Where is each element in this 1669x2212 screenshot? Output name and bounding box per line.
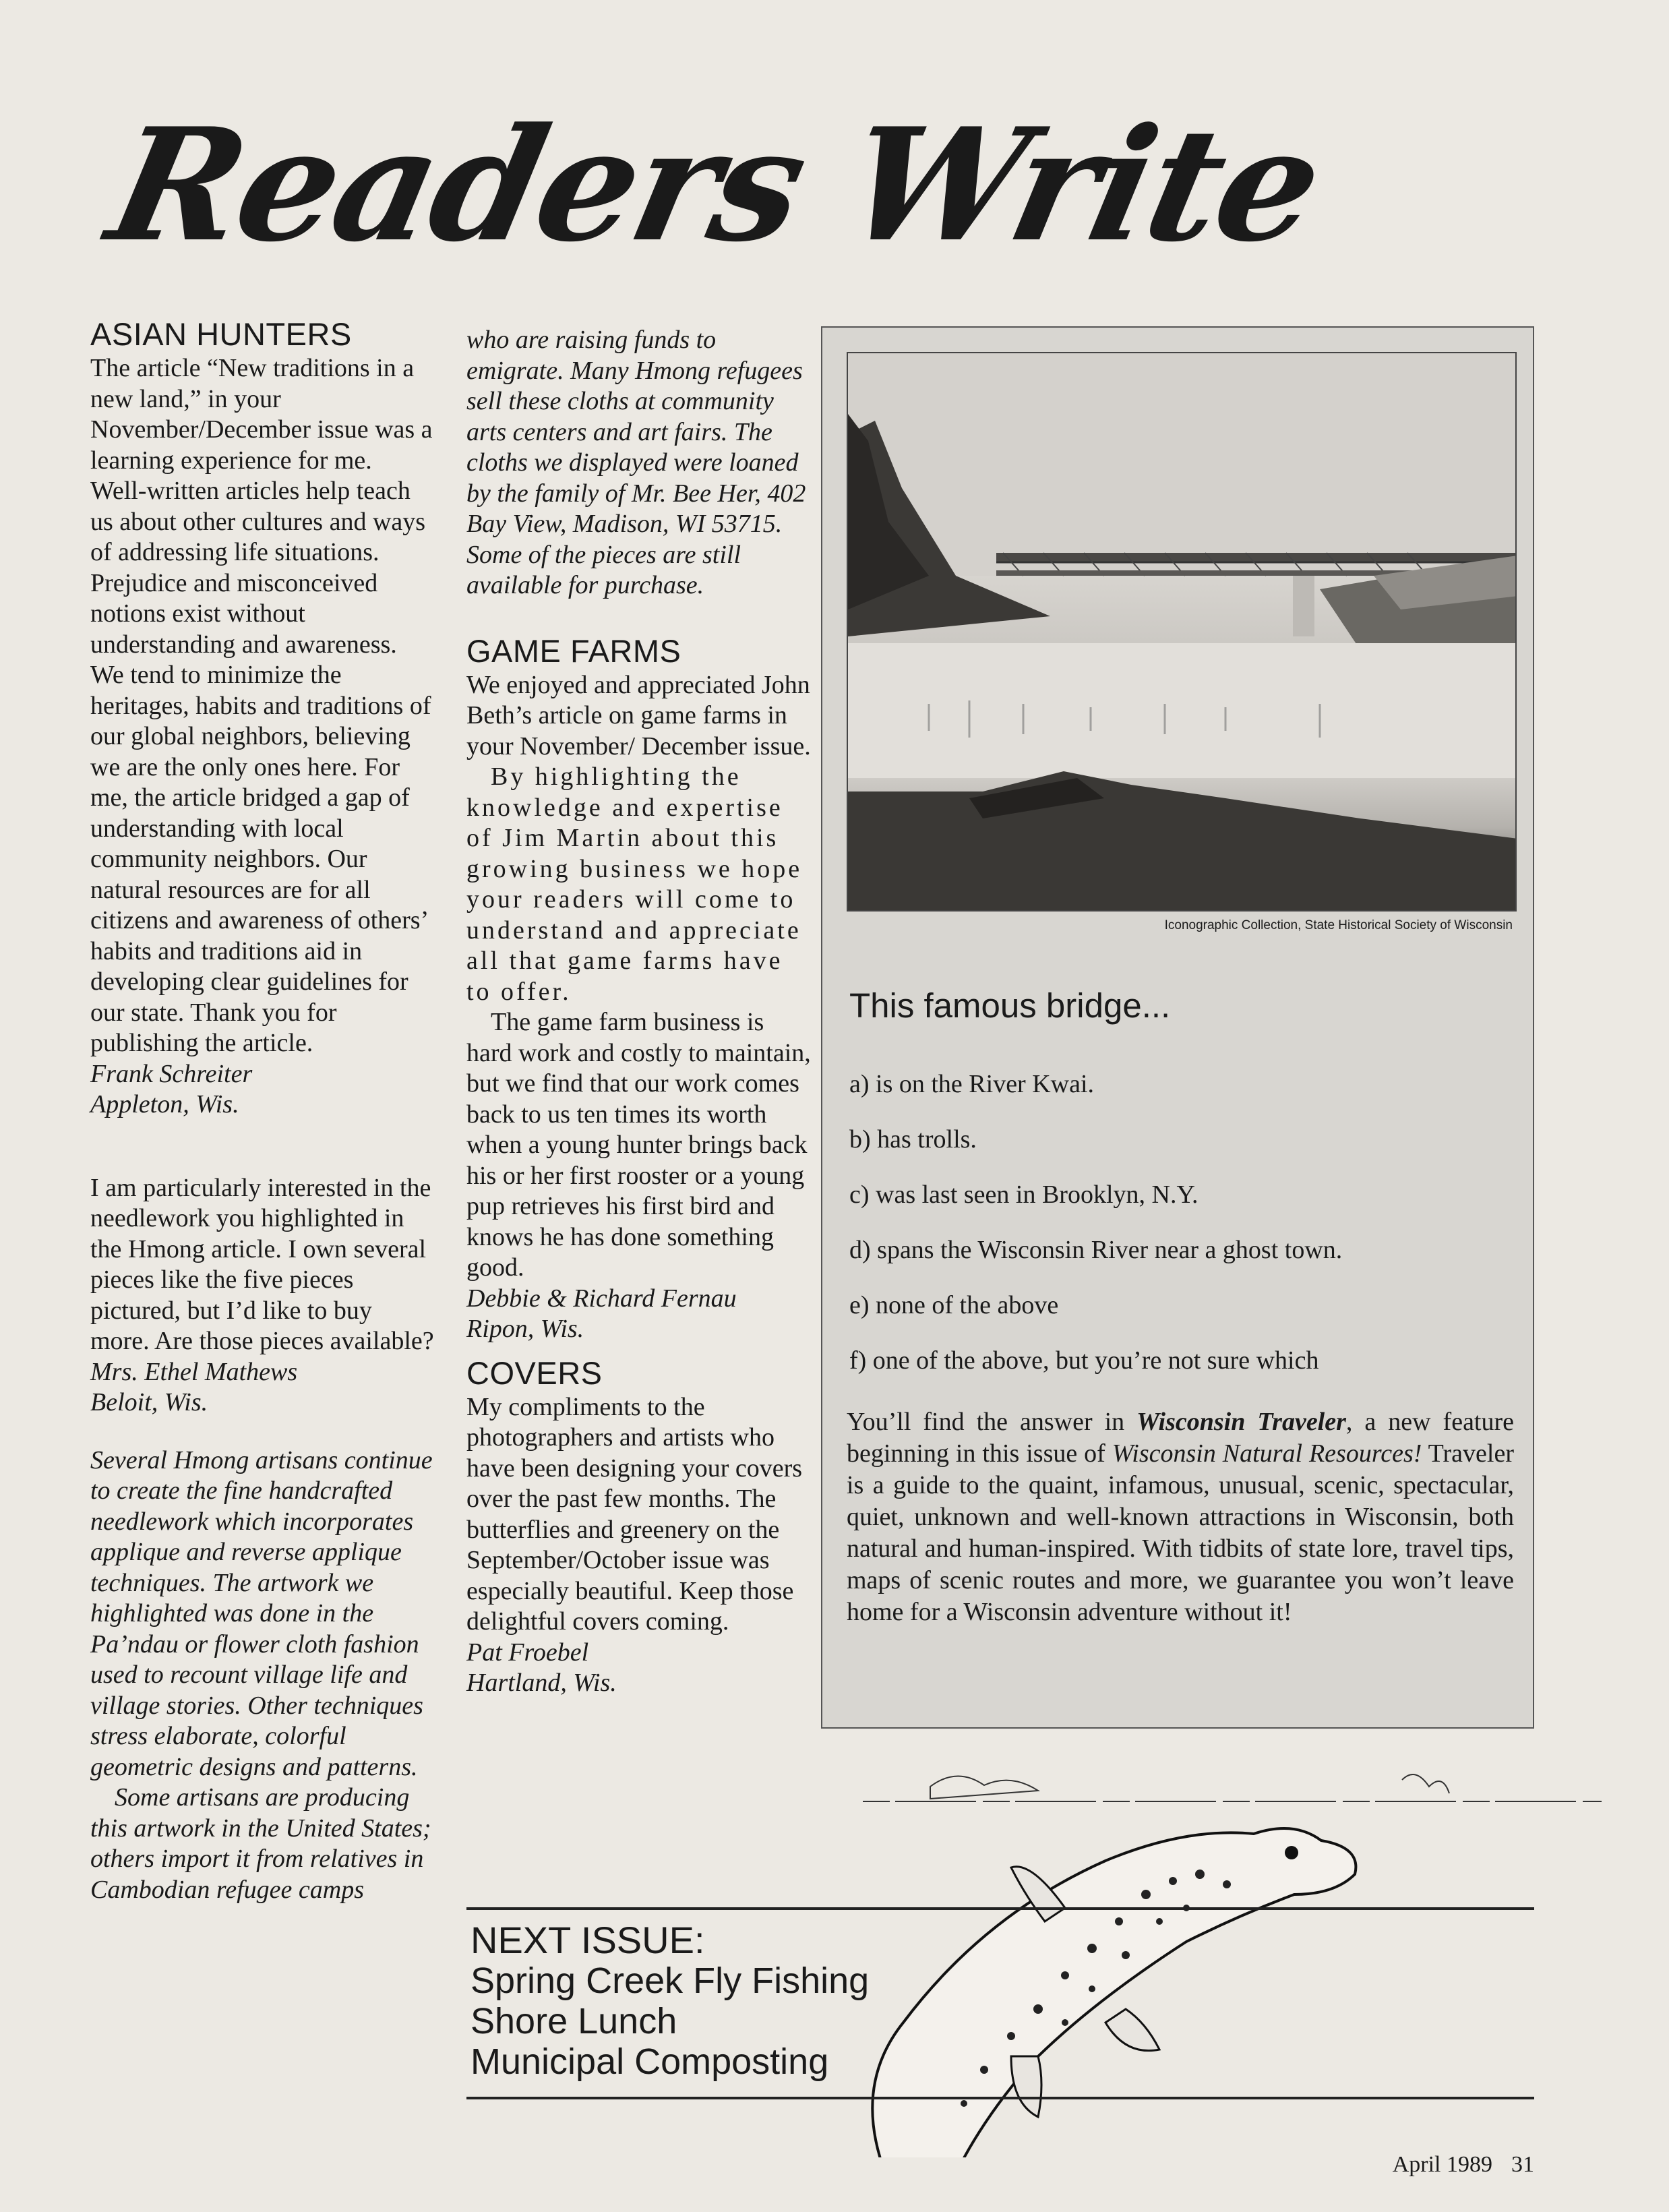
next-issue-item: Municipal Composting <box>471 2041 829 2082</box>
letter-signature: Frank Schreiter <box>90 1059 253 1088</box>
bridge-photo <box>847 352 1517 911</box>
quiz-option: d) spans the Wisconsin River near a ghost town. <box>849 1236 1343 1264</box>
next-issue-heading: NEXT ISSUE: <box>471 1919 705 1961</box>
photo-credit: Iconographic Collection, State Historical Society of Wisconsin <box>1164 918 1513 932</box>
next-issue-item: Spring Creek Fly Fishing <box>471 1961 870 2001</box>
letter-signature: Debbie & Richard Fernau <box>466 1284 737 1313</box>
next-issue-item: Shore Lunch <box>471 2001 677 2041</box>
letter-place: Hartland, Wis. <box>466 1669 617 1697</box>
next-issue-top-rule <box>466 1907 1534 1910</box>
next-issue <box>471 1920 869 2082</box>
editor-reply-p2: Some artisans are producing this artwork in the United States; others import it from relatives in Cambodian refugee camps <box>90 1783 431 1904</box>
masthead <box>95 94 1503 276</box>
quiz-title: This famous bridge... <box>849 986 1171 1025</box>
letter-place: Appleton, Wis. <box>90 1090 239 1118</box>
trout-illustration <box>809 1739 1602 2157</box>
blurb-text: You’ll find the answer in <box>847 1408 1137 1436</box>
letter-covers-body: My compliments to the photographers and artists who have been designing your covers over the past few months. The butterflies and greenery on the September/October issue was especially beautiful. Keep those delightful covers coming. <box>466 1392 803 1636</box>
letter-game-farms-p3: The game farm business is hard work and costly to maintain, but we find that our work comes back to us ten times its worth when a young hunter brings back his or her first rooster or a young pup retrieves his first bird and knows he has done something good. <box>466 1008 811 1282</box>
quiz-options <box>849 1069 1517 1401</box>
quiz-option: b) has trolls. <box>849 1125 977 1154</box>
quiz-option: a) is on the River Kwai. <box>849 1070 1095 1098</box>
quiz-option: c) was last seen in Brooklyn, N.Y. <box>849 1180 1198 1209</box>
letter-asian-hunters-body: The article “New traditions in a new land,” in your November/December issue was a learning experience for me. Well-written articles help teach us about other cultures and ways of addressing life situations. Prejudice and misconceived notions exist without understanding and awareness. We tend to minimize the heritages, habits and traditions of our global neighbors, believing we are the only ones here. For me, the article bridged a gap of understanding with local community neighbors. Our natural resources are for all citizens and awareness of others’ habits and traditions aid in developing clear guidelines for our state. Thank you for publishing the article. <box>90 354 433 1057</box>
letter-place: Beloit, Wis. <box>90 1388 208 1416</box>
issue-date: April 1989 <box>1392 2152 1492 2177</box>
letter-place: Ripon, Wis. <box>466 1315 584 1343</box>
quiz-option: f) one of the above, but you’re not sure which <box>849 1346 1319 1375</box>
column-1 <box>90 316 434 1905</box>
letter-game-farms-p1: We enjoyed and appreciated John Beth’s article on game farms in your November/ December issue. <box>466 670 811 760</box>
letter-game-farms-p2: By highlighting the knowledge and expertise of Jim Martin about this growing business we hope your readers will come to understand and appreciate all that game farms have to offer. <box>466 763 803 1006</box>
masthead-title: Readers Write <box>95 94 1335 276</box>
letter-needlework-body: I am particularly interested in the needlework you highlighted in the Hmong article. I own several pieces like the five pieces pictured, but I’d like to buy more. Are those pieces available? <box>90 1173 434 1355</box>
letter-signature: Mrs. Ethel Mathews <box>90 1357 298 1386</box>
page-folio <box>1393 2152 1534 2178</box>
bridge-illustration <box>848 353 1517 911</box>
heading-asian-hunters: ASIAN HUNTERS <box>90 316 352 352</box>
letter-signature: Pat Froebel <box>466 1638 589 1667</box>
editor-reply-p1: Several Hmong artisans continue to create the fine handcrafted needlework which incorporates applique and reverse applique techniques. The artwork we highlighted was done in the Pa’ndau or flower cloth fashion used to recount village life and village stories. Other techniques stress elaborate, colorful geometric designs and patterns. <box>90 1445 433 1781</box>
heading-covers: COVERS <box>466 1354 603 1391</box>
blurb-text: Traveler is a guide to the quaint, infamous, unusual, scenic, spectacular, quiet, unknown and well-known attractions in Wisconsin, both natural and human-inspired. With tidbits of state lore, travel tips, maps of scenic routes and more, we guarantee you won’t leave home for a Wisconsin adventure without it! <box>847 1439 1514 1626</box>
editor-reply-continued: who are raising funds to emigrate. Many Hmong refugees sell these cloths at community arts centers and art fairs. The cloths we displayed were loaned by the family of Mr. Bee Her, 402 Bay View, Madison, WI 53715. Some of the pieces are still available for purchase. <box>466 326 806 599</box>
traveler-blurb <box>847 1406 1514 1628</box>
quiz-option: e) none of the above <box>849 1291 1059 1319</box>
traveler-sidebar <box>821 326 1534 1729</box>
blurb-text: , a new feature beginning in this issue of <box>847 1408 1515 1468</box>
blurb-feature-name: Wisconsin Traveler <box>1136 1408 1346 1436</box>
next-issue-bottom-rule <box>466 2097 1534 2099</box>
blurb-magazine-name: Wisconsin Natural Resources! <box>1112 1439 1422 1468</box>
page-number: 31 <box>1511 2152 1534 2177</box>
heading-game-farms: GAME FARMS <box>466 632 681 669</box>
column-2 <box>466 325 812 1699</box>
